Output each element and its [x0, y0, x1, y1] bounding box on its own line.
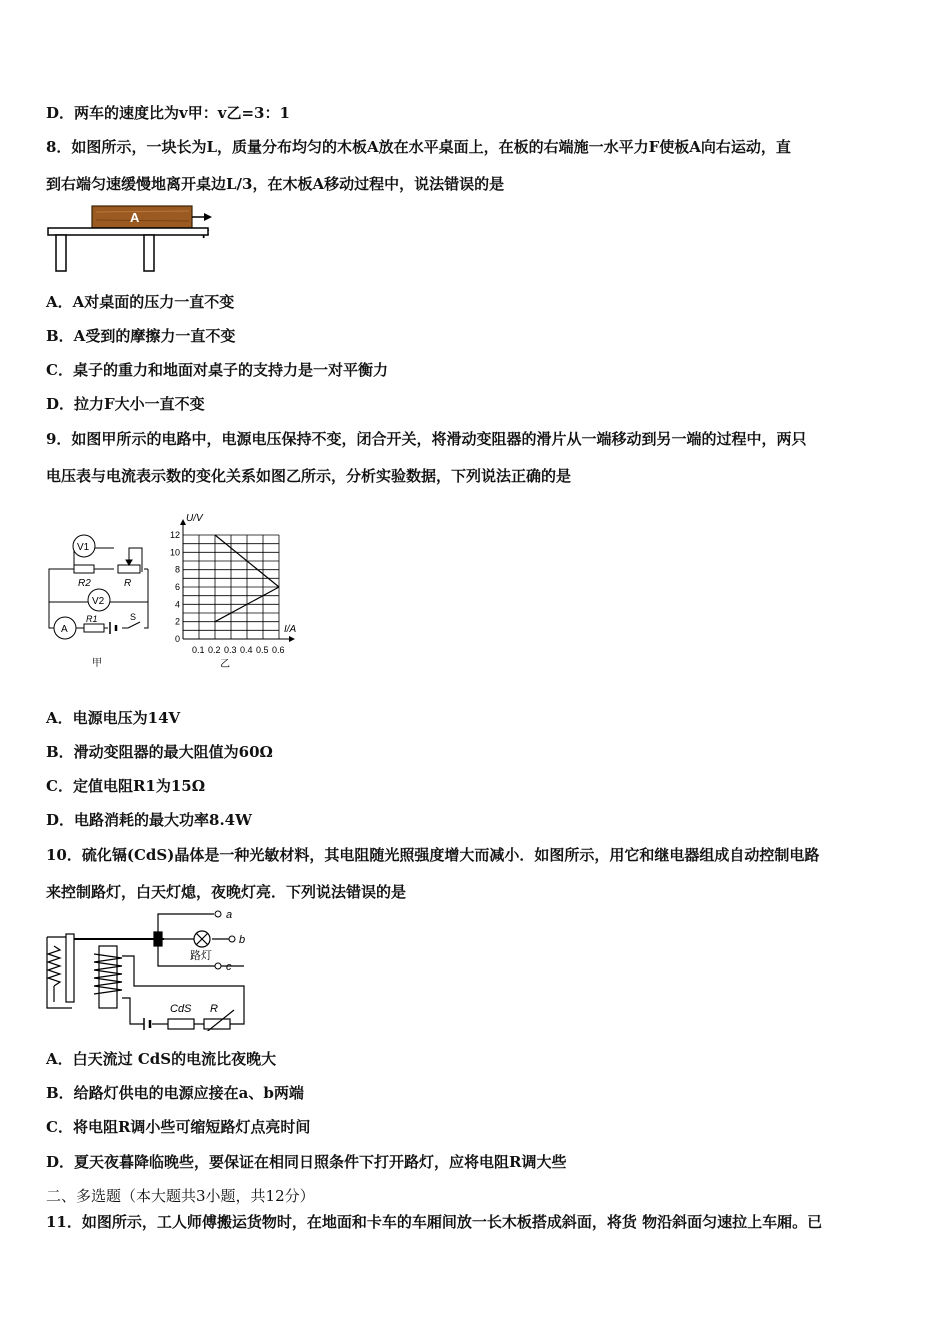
terminal-c: c [226, 961, 232, 973]
x-tick-label: 0.1 [192, 645, 205, 655]
lamp-label: 路灯 [190, 950, 212, 962]
chart-caption: 乙 [220, 659, 230, 670]
r-label: R [124, 578, 132, 589]
board-label: A [130, 210, 140, 225]
q10-relay-circuit [44, 906, 254, 1031]
y-tick-label: 0 [175, 634, 181, 644]
q11-stem-line-1: 11．如图所示，工人师傅搬运货物时，在地面和卡车的车厢间放一长木板搭成斜面，将货 物沿斜面匀速拉上车厢。已 [46, 1213, 823, 1231]
q8-option-a: A．A对桌面的压力一直不变 [46, 293, 235, 311]
q8-board-table-figure [44, 202, 224, 276]
q9-option-d: D．电路消耗的最大功率8.4W [46, 811, 252, 829]
v2-label: V2 [92, 596, 105, 607]
wooden-board-a [92, 206, 192, 228]
q10-option-d: D．夏天夜暮降临晚些，要保证在相同日照条件下打开路灯，应将电阻R调大些 [46, 1153, 567, 1171]
chart-x-label: I/A [284, 624, 297, 635]
x-tick-label: 0.3 [224, 645, 237, 655]
terminal-a: a [226, 909, 233, 921]
table-top [48, 228, 208, 235]
x-tick-label: 0.4 [240, 645, 253, 655]
chart-axes [180, 519, 295, 642]
table-leg-right [144, 235, 154, 271]
y-tick-label: 12 [170, 530, 181, 540]
x-axis-arrow [289, 636, 295, 642]
q10-option-b: B．给路灯供电的电源应接在a、b两端 [46, 1084, 304, 1102]
q8-option-c: C．桌子的重力和地面对桌子的支持力是一对平衡力 [46, 361, 388, 379]
switch-label: S [130, 612, 137, 622]
q8-stem-line-1: 8．如图所示，一块长为L，质量分布均匀的木板A放在水平桌面上，在板的右端施一水平力F使板A向右运动，直 [46, 138, 791, 156]
r2-label: R2 [78, 578, 91, 589]
table-leg-left [56, 235, 66, 271]
q10-stem-line-2: 来控制路灯，白天灯熄，夜晚灯亮．下列说法错误的是 [46, 883, 407, 901]
y-tick-label: 8 [175, 564, 181, 575]
q8-stem-line-2: 到右端匀速缓慢地离开桌边L/3，在木板A移动过程中，说法错误的是 [46, 175, 505, 193]
x-tick-label: 0.2 [208, 645, 221, 655]
q9-option-c: C．定值电阻R1为15Ω [46, 777, 206, 795]
terminal-b: b [239, 934, 246, 946]
q8-option-d: D．拉力F大小一直不变 [46, 395, 205, 413]
q9-stem-line-1: 9．如图甲所示的电路中，电源电压保持不变，闭合开关，将滑动变阻器的滑片从一端移动到另一端的过程中，两只 [46, 430, 807, 448]
r1-label: R1 [86, 614, 98, 624]
r-label: R [210, 1003, 218, 1015]
cds-label: CdS [170, 1003, 192, 1015]
chart-y-label: U/V [186, 513, 203, 524]
y-tick-label: 10 [170, 547, 181, 558]
q9-option-a: A．电源电压为14V [46, 709, 181, 727]
x-tick-label: 0.6 [272, 645, 285, 655]
q9-ui-chart [158, 505, 308, 675]
q10-stem-line-1: 10．硫化镉(CdS)晶体是一种光敏材料，其电阻随光照强度增大而减小．如图所示，用它和继电器组成自动控制电路 [46, 846, 820, 864]
q8-option-b: B．A受到的摩擦力一直不变 [46, 327, 236, 345]
q7-option-d: D．两车的速度比为v甲：v乙=3：1 [46, 104, 290, 122]
circuit-caption: 甲 [92, 658, 102, 669]
y-tick-label: 2 [175, 616, 181, 627]
x-tick-label: 0.5 [256, 645, 269, 655]
chart-grid [183, 535, 279, 639]
y-tick-label: 6 [175, 582, 181, 592]
q9-option-b: B．滑动变阻器的最大阻值为60Ω [46, 743, 273, 761]
q9-stem-line-2: 电压表与电流表示数的变化关系如图乙所示，分析实验数据，下列说法正确的是 [46, 467, 572, 485]
section-2-title: 二、多选题（本大题共3小题，共12分） [46, 1187, 315, 1205]
q10-option-c: C．将电阻R调小些可缩短路灯点亮时间 [46, 1118, 311, 1136]
q10-option-a: A．白天流过 CdS的电流比夜晚大 [46, 1050, 277, 1068]
q9-circuit-diagram [44, 524, 156, 672]
chart-ticks [170, 530, 285, 655]
a-label: A [61, 624, 68, 635]
y-tick-label: 4 [175, 599, 181, 610]
v1-label: V1 [77, 542, 90, 553]
